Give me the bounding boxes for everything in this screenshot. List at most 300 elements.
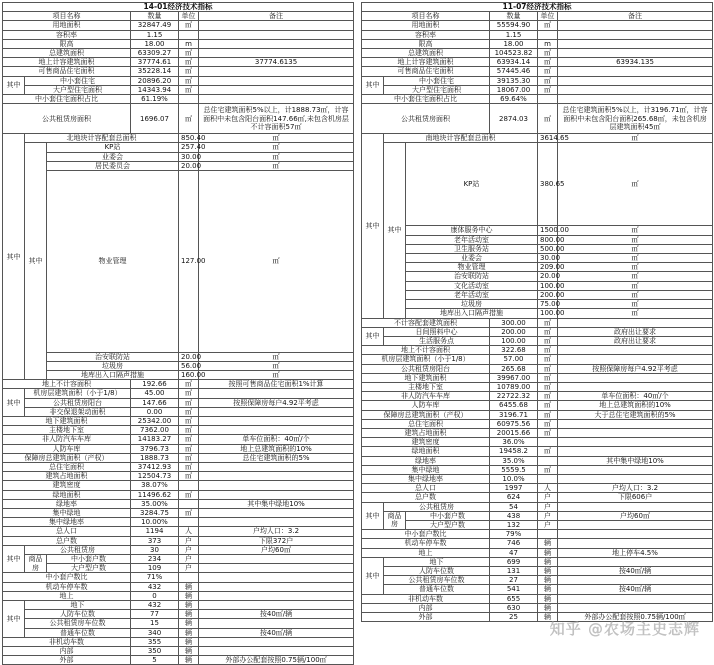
table-row [3, 462, 354, 471]
subgroup-label: 商品房 [384, 511, 406, 529]
row-name: 南地块计容配套总面积 [384, 134, 538, 143]
table-row [362, 272, 713, 281]
row-name: 人防车库 [362, 401, 490, 410]
row-note [199, 426, 354, 435]
row-name: 集中绿地率 [3, 518, 131, 527]
row-name: 垃圾房 [406, 300, 538, 309]
row-unit: 辆 [538, 603, 558, 612]
row-note [558, 21, 713, 30]
row-name: 物业管理 [406, 263, 538, 272]
row-qty: 132 [490, 520, 538, 529]
row-name: 业委会 [47, 152, 179, 161]
row-qty: 20.00 [179, 352, 199, 361]
row-name: 地下建筑面积 [362, 373, 490, 382]
row-note [558, 346, 713, 355]
row-note: 按照可售商品住宅面积1%计算 [199, 380, 354, 389]
row-unit: ㎡ [179, 426, 199, 435]
row-qty: 54 [490, 502, 538, 511]
header-note: 备注 [199, 12, 354, 21]
table-row [362, 530, 713, 539]
row-unit: 辆 [179, 591, 199, 600]
row-name: 康体服务中心 [406, 226, 538, 235]
table-row [362, 392, 713, 401]
table-row [362, 21, 713, 30]
table-row [362, 373, 713, 382]
row-unit: 人 [538, 484, 558, 493]
row-note: 其中集中绿地10% [199, 499, 354, 508]
table-row [3, 416, 354, 425]
row-qty: 200.00 [538, 290, 558, 299]
row-note [199, 564, 354, 573]
row-unit: ㎡ [179, 389, 199, 398]
row-unit: ㎡ [538, 58, 558, 67]
row-note [199, 619, 354, 628]
row-name: 文化活动室 [406, 281, 538, 290]
row-note [199, 30, 354, 39]
row-name: 非机动车数 [3, 637, 131, 646]
table-row [362, 438, 713, 447]
row-note [199, 647, 354, 656]
table-row [3, 481, 354, 490]
row-name: 绿地率 [362, 456, 490, 465]
table-row [362, 364, 713, 373]
row-unit: ㎡ [199, 161, 354, 170]
row-note: 按40㎡/辆 [199, 628, 354, 637]
row-note [199, 407, 354, 416]
row-qty: 699 [490, 557, 538, 566]
row-qty: 380.65 [538, 143, 558, 226]
table-row [3, 152, 354, 161]
row-unit: 户 [538, 493, 558, 502]
row-unit: 辆 [179, 647, 199, 656]
group-label: 其中 [3, 545, 25, 573]
table-row [362, 428, 713, 437]
row-name: 集中绿地 [3, 508, 131, 517]
table-row [3, 134, 354, 143]
row-qty: 432 [131, 601, 179, 610]
group-label: 其中 [362, 327, 384, 345]
row-qty: 11496.62 [131, 490, 179, 499]
row-unit: ㎡ [538, 85, 558, 94]
row-name: 机房层建筑面积（小于1/8） [25, 389, 131, 398]
row-unit: ㎡ [199, 143, 354, 152]
row-note [199, 416, 354, 425]
table-row [362, 67, 713, 76]
row-qty: 63309.27 [131, 49, 179, 58]
table-title: 14-01经济技术指标 [3, 3, 354, 12]
table-row [3, 628, 354, 637]
row-note: 户均60㎡ [558, 511, 713, 520]
row-name: 机动车停车数 [3, 582, 131, 591]
table-row [3, 171, 354, 352]
row-unit: ㎡ [179, 435, 199, 444]
table-row [362, 76, 713, 85]
table-row [362, 30, 713, 39]
row-note [199, 472, 354, 481]
table-row [362, 410, 713, 419]
group-label: 其中 [362, 557, 384, 594]
table-row [362, 281, 713, 290]
row-name: 总建筑面积 [362, 49, 490, 58]
table-row [3, 85, 354, 94]
row-qty: 2874.03 [490, 104, 538, 134]
header-qty: 数量 [131, 12, 179, 21]
row-unit: ㎡ [538, 76, 558, 85]
row-name: 公共租赁房车位数 [25, 619, 131, 628]
row-name: 业委会 [406, 254, 538, 263]
table-row [362, 401, 713, 410]
row-note: 按40㎡/辆 [558, 566, 713, 575]
row-name: 容积率 [3, 30, 131, 39]
row-qty: 0.00 [131, 407, 179, 416]
table-row [3, 58, 354, 67]
table-row [3, 591, 354, 600]
row-qty: 127.00 [179, 171, 199, 352]
row-name: 中小套户数 [406, 511, 490, 520]
row-qty: 340 [131, 628, 179, 637]
table-row [3, 39, 354, 48]
row-note [558, 30, 713, 39]
table-row [362, 85, 713, 94]
row-unit: 辆 [179, 628, 199, 637]
row-unit: ㎡ [538, 327, 558, 336]
row-note [199, 389, 354, 398]
row-name: 建筑占地面积 [3, 472, 131, 481]
row-qty: 624 [490, 493, 538, 502]
row-qty: 234 [131, 554, 179, 563]
table-row [3, 407, 354, 416]
row-qty: 541 [490, 585, 538, 594]
row-note [558, 355, 713, 364]
header-name: 项目名称 [362, 12, 490, 21]
table-row [362, 95, 713, 104]
row-name: 总建筑面积 [3, 49, 131, 58]
row-unit: ㎡ [179, 67, 199, 76]
row-note: 地上总建筑面积的10% [558, 401, 713, 410]
row-qty: 109 [131, 564, 179, 573]
row-qty: 79% [490, 530, 538, 539]
table-row [362, 355, 713, 364]
row-qty: 69.64% [490, 95, 538, 104]
row-name: 保障房总建筑面积（产权） [3, 453, 131, 462]
row-name: 非交保退架动面积 [25, 407, 131, 416]
row-name: 地下建筑面积 [3, 416, 131, 425]
table-row [362, 603, 713, 612]
table-row [362, 456, 713, 465]
row-qty: 850.40 [179, 134, 199, 143]
row-qty: 61.19% [131, 95, 179, 104]
row-name: 集中绿地 [362, 465, 490, 474]
row-qty: 500.00 [538, 244, 558, 253]
row-note: 总住宅建筑面积的5% [199, 453, 354, 462]
row-qty: 1.15 [131, 30, 179, 39]
watermark: 知乎 @农场主史志辉 [549, 620, 700, 638]
row-unit [179, 95, 199, 104]
row-name: 中小套户数 [47, 554, 131, 563]
row-name: 老年活动室 [406, 290, 538, 299]
table-row [362, 336, 713, 345]
row-name: 绿地面积 [362, 447, 490, 456]
row-qty: 20015.66 [490, 428, 538, 437]
table-row [362, 594, 713, 603]
row-name: 绿地面积 [3, 490, 131, 499]
row-name: KP站 [406, 143, 538, 226]
row-note: 63934.135 [558, 58, 713, 67]
row-name: 机房层建筑面积（小于1/8） [362, 355, 490, 364]
row-name: 公共租赁房面积 [3, 104, 131, 134]
row-name: 用地面积 [362, 21, 490, 30]
row-unit: ㎡ [179, 58, 199, 67]
row-unit: ㎡ [538, 318, 558, 327]
row-qty: 1.15 [490, 30, 538, 39]
row-note [199, 490, 354, 499]
row-name: 大户型户数 [406, 520, 490, 529]
row-qty: 200.00 [490, 327, 538, 336]
row-note [199, 76, 354, 85]
table-row [3, 610, 354, 619]
row-name: 总人口 [3, 527, 131, 536]
row-name: 公共租赁房面积 [362, 104, 490, 134]
row-name: 可售商品住宅面积 [3, 67, 131, 76]
row-note [199, 554, 354, 563]
row-unit: ㎡ [538, 465, 558, 474]
row-unit [179, 30, 199, 39]
row-qty: 56.00 [179, 361, 199, 370]
table-row [3, 104, 354, 134]
table-row [362, 263, 713, 272]
row-note [199, 518, 354, 527]
row-name: 主楼地下室 [3, 426, 131, 435]
table-row [3, 426, 354, 435]
table-row [3, 564, 354, 573]
row-qty: 39135.30 [490, 76, 538, 85]
row-qty: 20.00 [538, 272, 558, 281]
table-row [3, 536, 354, 545]
row-qty: 37412.93 [131, 462, 179, 471]
row-unit [538, 30, 558, 39]
table-row [362, 465, 713, 474]
row-qty: 1997 [490, 484, 538, 493]
row-unit: m [538, 39, 558, 48]
row-name: 公共租赁房阳台 [25, 398, 131, 407]
group-label: 其中 [3, 389, 25, 417]
table-row [3, 161, 354, 170]
row-qty: 147.66 [131, 398, 179, 407]
row-qty: 1696.07 [131, 104, 179, 134]
row-qty: 7362.00 [131, 426, 179, 435]
row-unit: ㎡ [179, 453, 199, 462]
row-name: 公共租赁房阳台 [362, 364, 490, 373]
table-row [362, 502, 713, 511]
row-name: 总住宅面积 [3, 462, 131, 471]
table-row [3, 67, 354, 76]
row-name: 可售商品住宅面积 [362, 67, 490, 76]
row-unit: ㎡ [538, 392, 558, 401]
row-note [199, 637, 354, 646]
row-name: 北地块计容配套总面积 [25, 134, 179, 143]
table-row [3, 490, 354, 499]
row-name: 地库出入口隔声措施 [47, 370, 179, 379]
subgroup-label: 商品房 [25, 554, 47, 572]
table-row [3, 453, 354, 462]
row-unit: ㎡ [538, 346, 558, 355]
row-qty: 57445.46 [490, 67, 538, 76]
row-note [199, 573, 354, 582]
row-qty: 355 [131, 637, 179, 646]
row-unit: ㎡ [558, 300, 713, 309]
row-qty: 27 [490, 576, 538, 585]
row-name: 总户数 [362, 493, 490, 502]
row-qty: 3614.65 [538, 134, 558, 143]
table-row [362, 557, 713, 566]
row-note: 政府出让要求 [558, 327, 713, 336]
row-unit: 户 [179, 545, 199, 554]
row-note [199, 95, 354, 104]
table-row [3, 49, 354, 58]
row-qty: 1888.73 [131, 453, 179, 462]
row-unit: 户 [538, 502, 558, 511]
row-qty: 15 [131, 619, 179, 628]
row-qty: 373 [131, 536, 179, 545]
row-note [558, 85, 713, 94]
table-row [362, 419, 713, 428]
row-unit: 户 [538, 520, 558, 529]
row-note [558, 530, 713, 539]
row-note: 单车位面积：40㎡/个 [558, 392, 713, 401]
row-unit: m [179, 39, 199, 48]
table-row [3, 573, 354, 582]
row-unit: 辆 [179, 656, 199, 665]
row-name: 治安联防站 [406, 272, 538, 281]
row-unit: ㎡ [538, 382, 558, 391]
row-qty: 5559.5 [490, 465, 538, 474]
row-note: 按40㎡/辆 [558, 585, 713, 594]
table-row [3, 76, 354, 85]
table-row [362, 539, 713, 548]
row-note: 外部办公配套按照0.75辆/100㎡ [558, 613, 713, 622]
row-name: 总人口 [362, 484, 490, 493]
row-note [199, 21, 354, 30]
row-qty: 39967.00 [490, 373, 538, 382]
row-qty: 20.00 [179, 161, 199, 170]
table-row [362, 548, 713, 557]
row-name: 人防车位数 [384, 566, 490, 575]
group-label: 其中 [362, 134, 384, 318]
row-unit: ㎡ [179, 407, 199, 416]
row-name: 人防车位数 [25, 610, 131, 619]
row-note: 下限606户 [558, 493, 713, 502]
row-qty: 160.00 [179, 370, 199, 379]
row-unit: 人 [179, 527, 199, 536]
row-unit: 辆 [538, 576, 558, 585]
row-unit: ㎡ [558, 309, 713, 318]
row-note [199, 582, 354, 591]
row-name: 非人防汽车车库 [3, 435, 131, 444]
row-qty: 131 [490, 566, 538, 575]
row-note [558, 603, 713, 612]
row-unit [179, 518, 199, 527]
row-qty: 36.0% [490, 438, 538, 447]
row-name: 老年活动室 [406, 235, 538, 244]
row-qty: 300.00 [490, 318, 538, 327]
table-row [3, 472, 354, 481]
row-unit: ㎡ [538, 104, 558, 134]
row-qty: 32847.49 [131, 21, 179, 30]
row-unit: ㎡ [179, 490, 199, 499]
row-name: 非机动车数 [362, 594, 490, 603]
table-row [3, 637, 354, 646]
row-qty: 30.00 [538, 254, 558, 263]
row-unit: ㎡ [558, 254, 713, 263]
row-qty: 20896.20 [131, 76, 179, 85]
row-name: 地上不计容面积 [362, 346, 490, 355]
row-qty: 77 [131, 610, 179, 619]
row-name: 地下 [25, 601, 131, 610]
table-row [362, 566, 713, 575]
row-unit: ㎡ [538, 410, 558, 419]
row-unit: ㎡ [199, 352, 354, 361]
table-row [3, 518, 354, 527]
row-qty: 63934.14 [490, 58, 538, 67]
header-note: 备注 [558, 12, 713, 21]
table-row [362, 318, 713, 327]
table-row [3, 380, 354, 389]
table-row [362, 520, 713, 529]
table-row [3, 508, 354, 517]
row-qty: 38.07% [131, 481, 179, 490]
row-qty: 55594.90 [490, 21, 538, 30]
row-unit: 辆 [179, 619, 199, 628]
row-note [558, 557, 713, 566]
row-qty: 47 [490, 548, 538, 557]
row-qty: 100.00 [538, 281, 558, 290]
row-unit: ㎡ [199, 370, 354, 379]
row-note [199, 508, 354, 517]
row-qty: 19458.2 [490, 447, 538, 456]
table-row [3, 656, 354, 665]
row-qty: 14343.94 [131, 85, 179, 94]
row-qty: 75.00 [538, 300, 558, 309]
row-name: 用地面积 [3, 21, 131, 30]
row-name: 限高 [362, 39, 490, 48]
subgroup-label: 其中 [25, 143, 47, 380]
header-name: 项目名称 [3, 12, 131, 21]
row-note [558, 318, 713, 327]
table-row [362, 309, 713, 318]
row-unit: ㎡ [538, 49, 558, 58]
row-unit: ㎡ [179, 380, 199, 389]
table-row [3, 21, 354, 30]
table-row [3, 545, 354, 554]
row-name: 中小套住宅 [384, 76, 490, 85]
row-unit: ㎡ [179, 462, 199, 471]
row-note [558, 447, 713, 456]
row-qty: 6455.68 [490, 401, 538, 410]
row-name: 内部 [362, 603, 490, 612]
row-unit: ㎡ [558, 235, 713, 244]
row-qty: 432 [131, 582, 179, 591]
table-title: 11-07经济技术指标 [362, 3, 713, 12]
table-row [362, 244, 713, 253]
row-name: 普通车位数 [25, 628, 131, 637]
row-name: 人防车库 [3, 444, 131, 453]
table-row [3, 352, 354, 361]
row-name: 地上不计容面积 [3, 380, 131, 389]
table-row [3, 444, 354, 453]
row-qty: 265.68 [490, 364, 538, 373]
row-unit: ㎡ [199, 171, 354, 352]
row-name: 地库出入口隔声措施 [406, 309, 538, 318]
